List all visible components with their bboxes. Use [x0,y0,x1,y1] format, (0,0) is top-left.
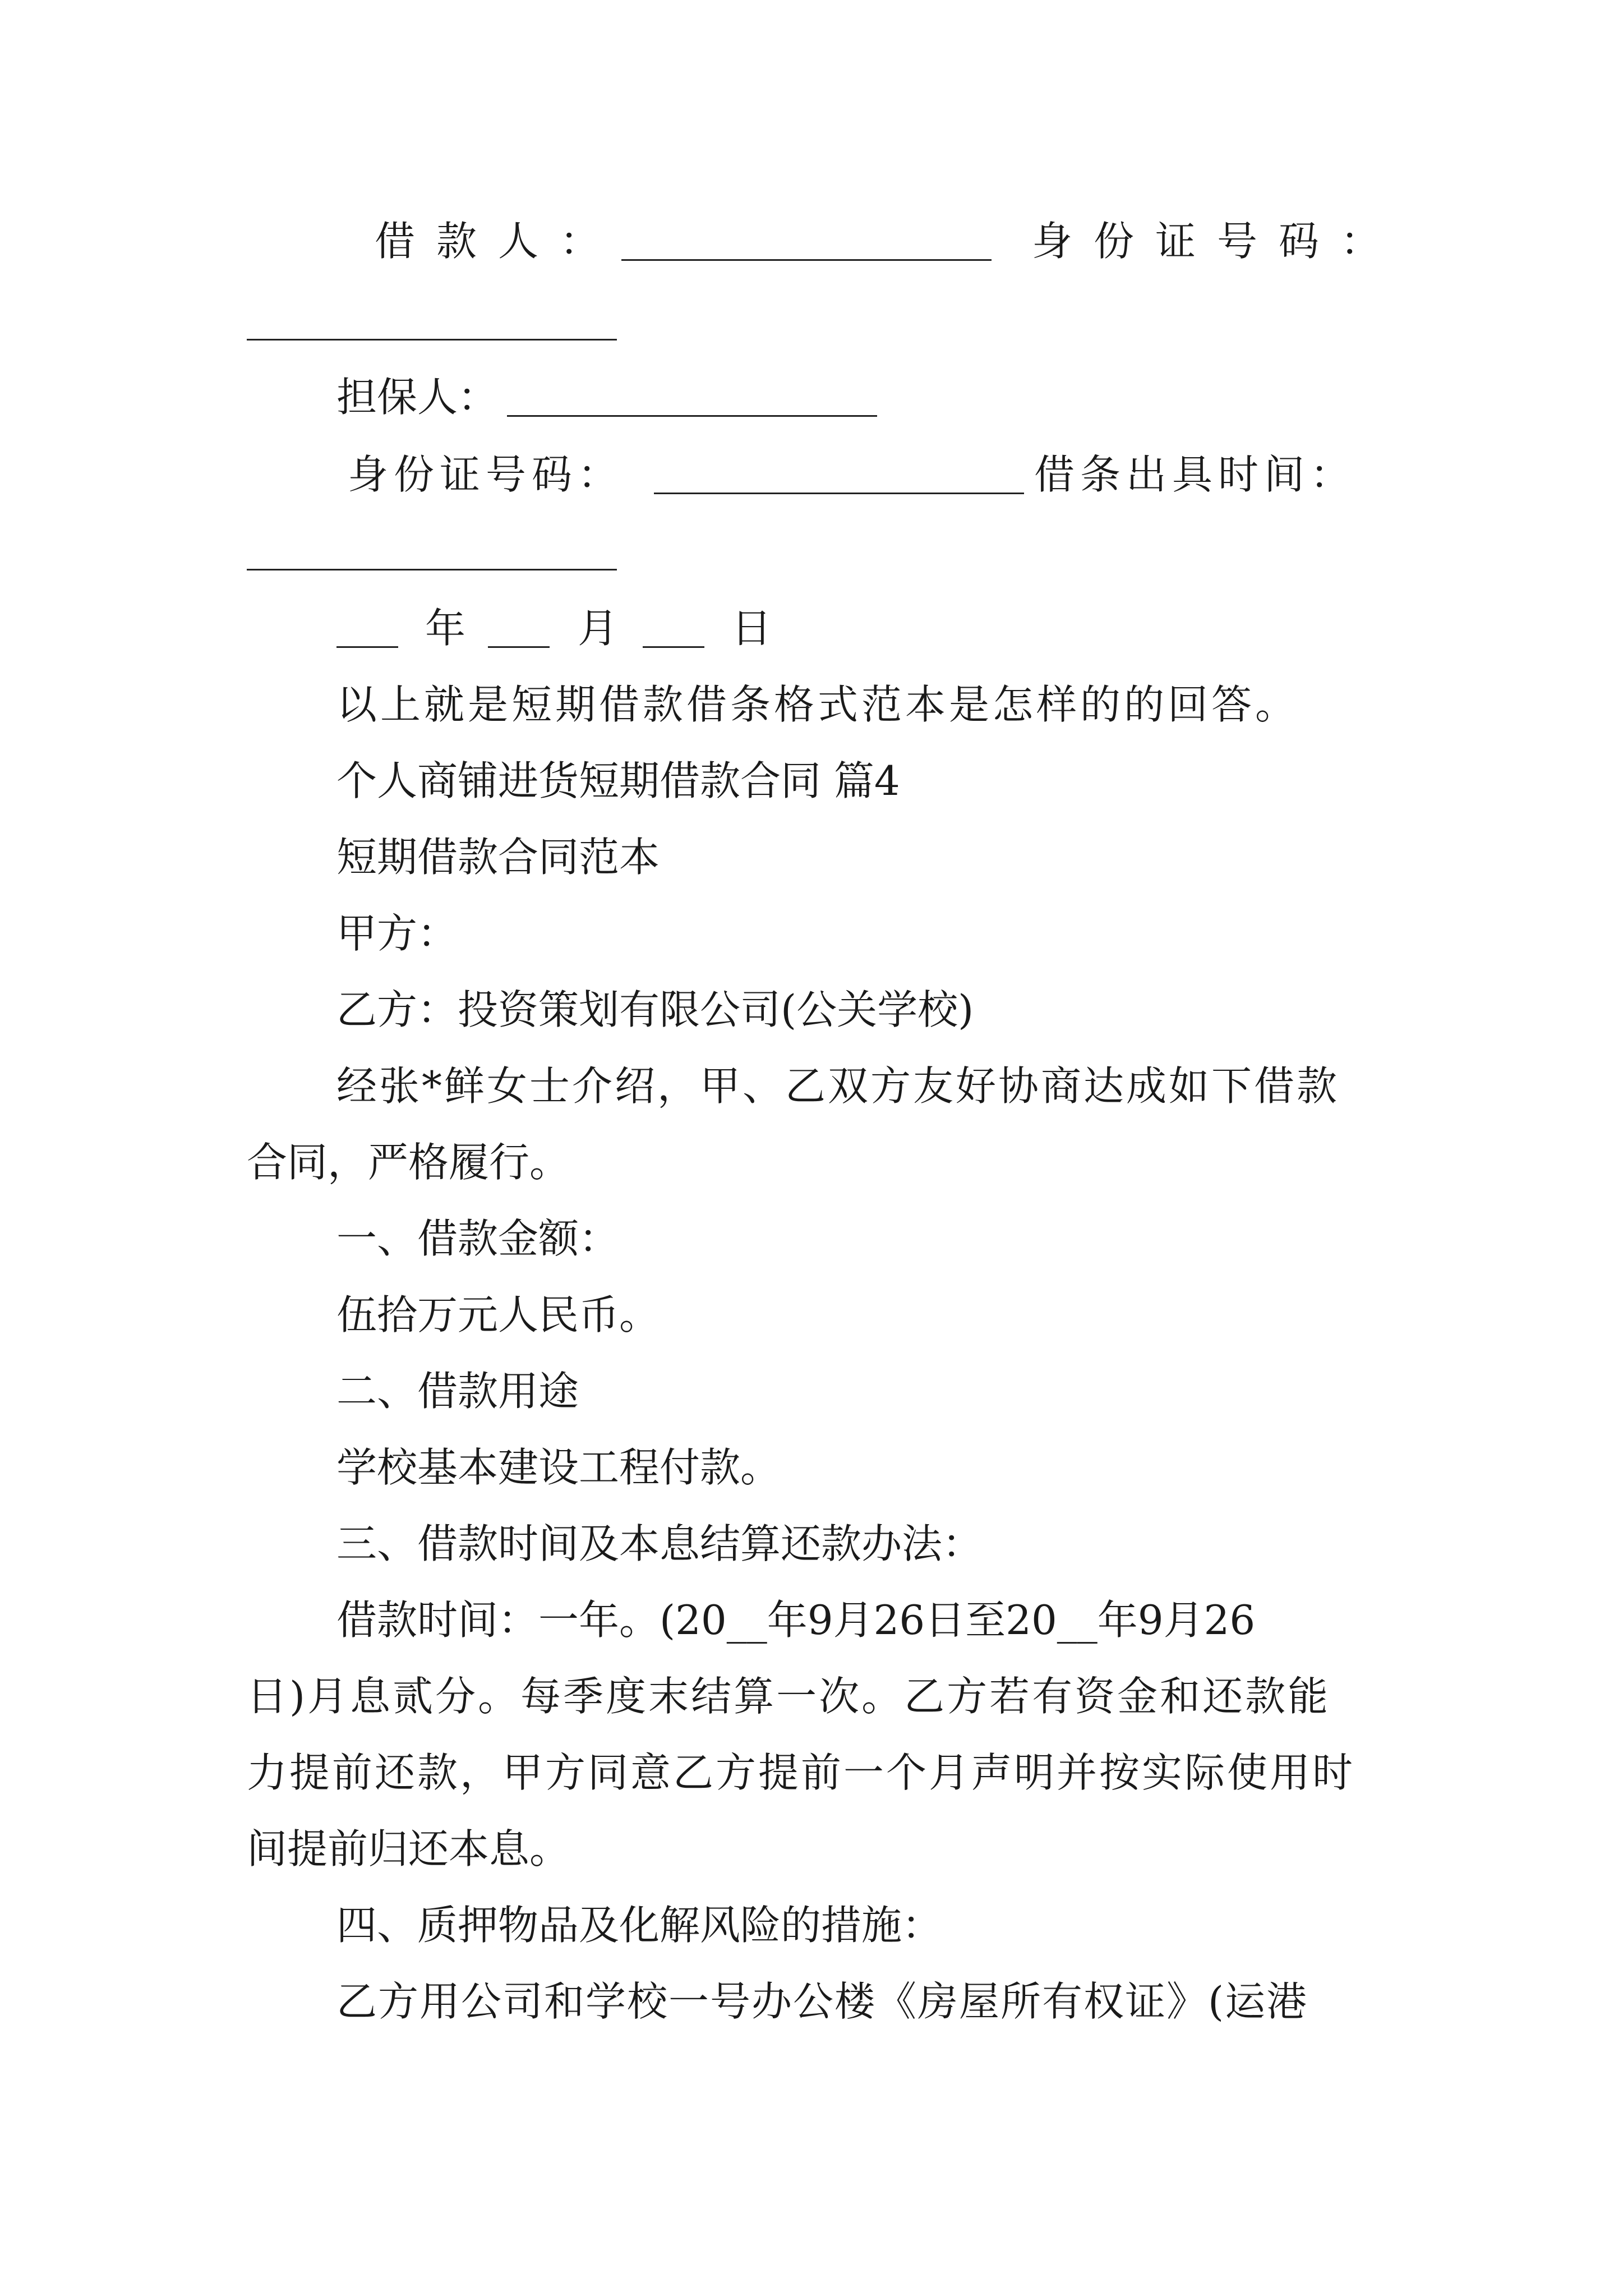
intro-line-1: 经张*鲜女士介绍，甲、乙双方友好协商达成如下借款 [336,1062,1340,1110]
guarantor-id-label: 身份证号码： [348,451,624,498]
day-blank [643,646,704,648]
clause-3-line-1: 借款时间：一年。(20__年9月26日至20__年9月26 [336,1596,1256,1644]
issue-time-blank [247,569,617,570]
clause-3-line-4: 间提前归还本息。 [247,1825,570,1872]
intro-line-2: 合同，严格履行。 [247,1139,570,1186]
guarantor-blank [507,415,877,417]
borrower-label: 借款人： [375,218,622,265]
borrower-id-blank [247,339,617,341]
clause-4-line-1: 乙方用公司和学校一号办公楼《房屋所有权证》(运港 [336,1978,1308,2025]
clause-1-title: 一、借款金额： [336,1215,620,1262]
contract-title: 短期借款合同范本 [336,834,660,881]
clause-3-line-2: 日)月息贰分。每季度末结算一次。乙方若有资金和还款能 [247,1673,1331,1720]
borrower-blank [621,259,992,261]
party-a: 甲方： [336,910,458,957]
note-issue-time-label: 借条出具时间： [1034,451,1357,498]
clause-3-line-3: 力提前还款，甲方同意乙方提前一个月声明并按实际使用时 [247,1749,1355,1796]
section-title: 个人商铺进货短期借款合同 篇4 [336,757,900,804]
clause-2-body: 学校基本建设工程付款。 [336,1444,781,1491]
month-blank [488,646,550,648]
clause-1-body: 伍拾万元人民币。 [336,1291,660,1338]
guarantor-id-blank [654,493,1024,494]
guarantor-label: 担保人： [336,374,499,421]
year-blank [336,646,398,648]
date-day-label: 日 [731,605,772,652]
date-month-label: 月 [578,605,619,652]
borrower-id-label: 身份证号码： [1032,218,1403,265]
clause-4-title: 四、质押物品及化解风险的措施： [336,1902,943,1949]
clause-2-title: 二、借款用途 [336,1368,579,1415]
summary-line: 以上就是短期借款借条格式范本是怎样的的回答。 [336,681,1299,728]
clause-3-title: 三、借款时间及本息结算还款办法： [336,1520,983,1567]
party-b: 乙方：投资策划有限公司(公关学校) [336,986,974,1033]
date-year-label: 年 [425,605,466,652]
